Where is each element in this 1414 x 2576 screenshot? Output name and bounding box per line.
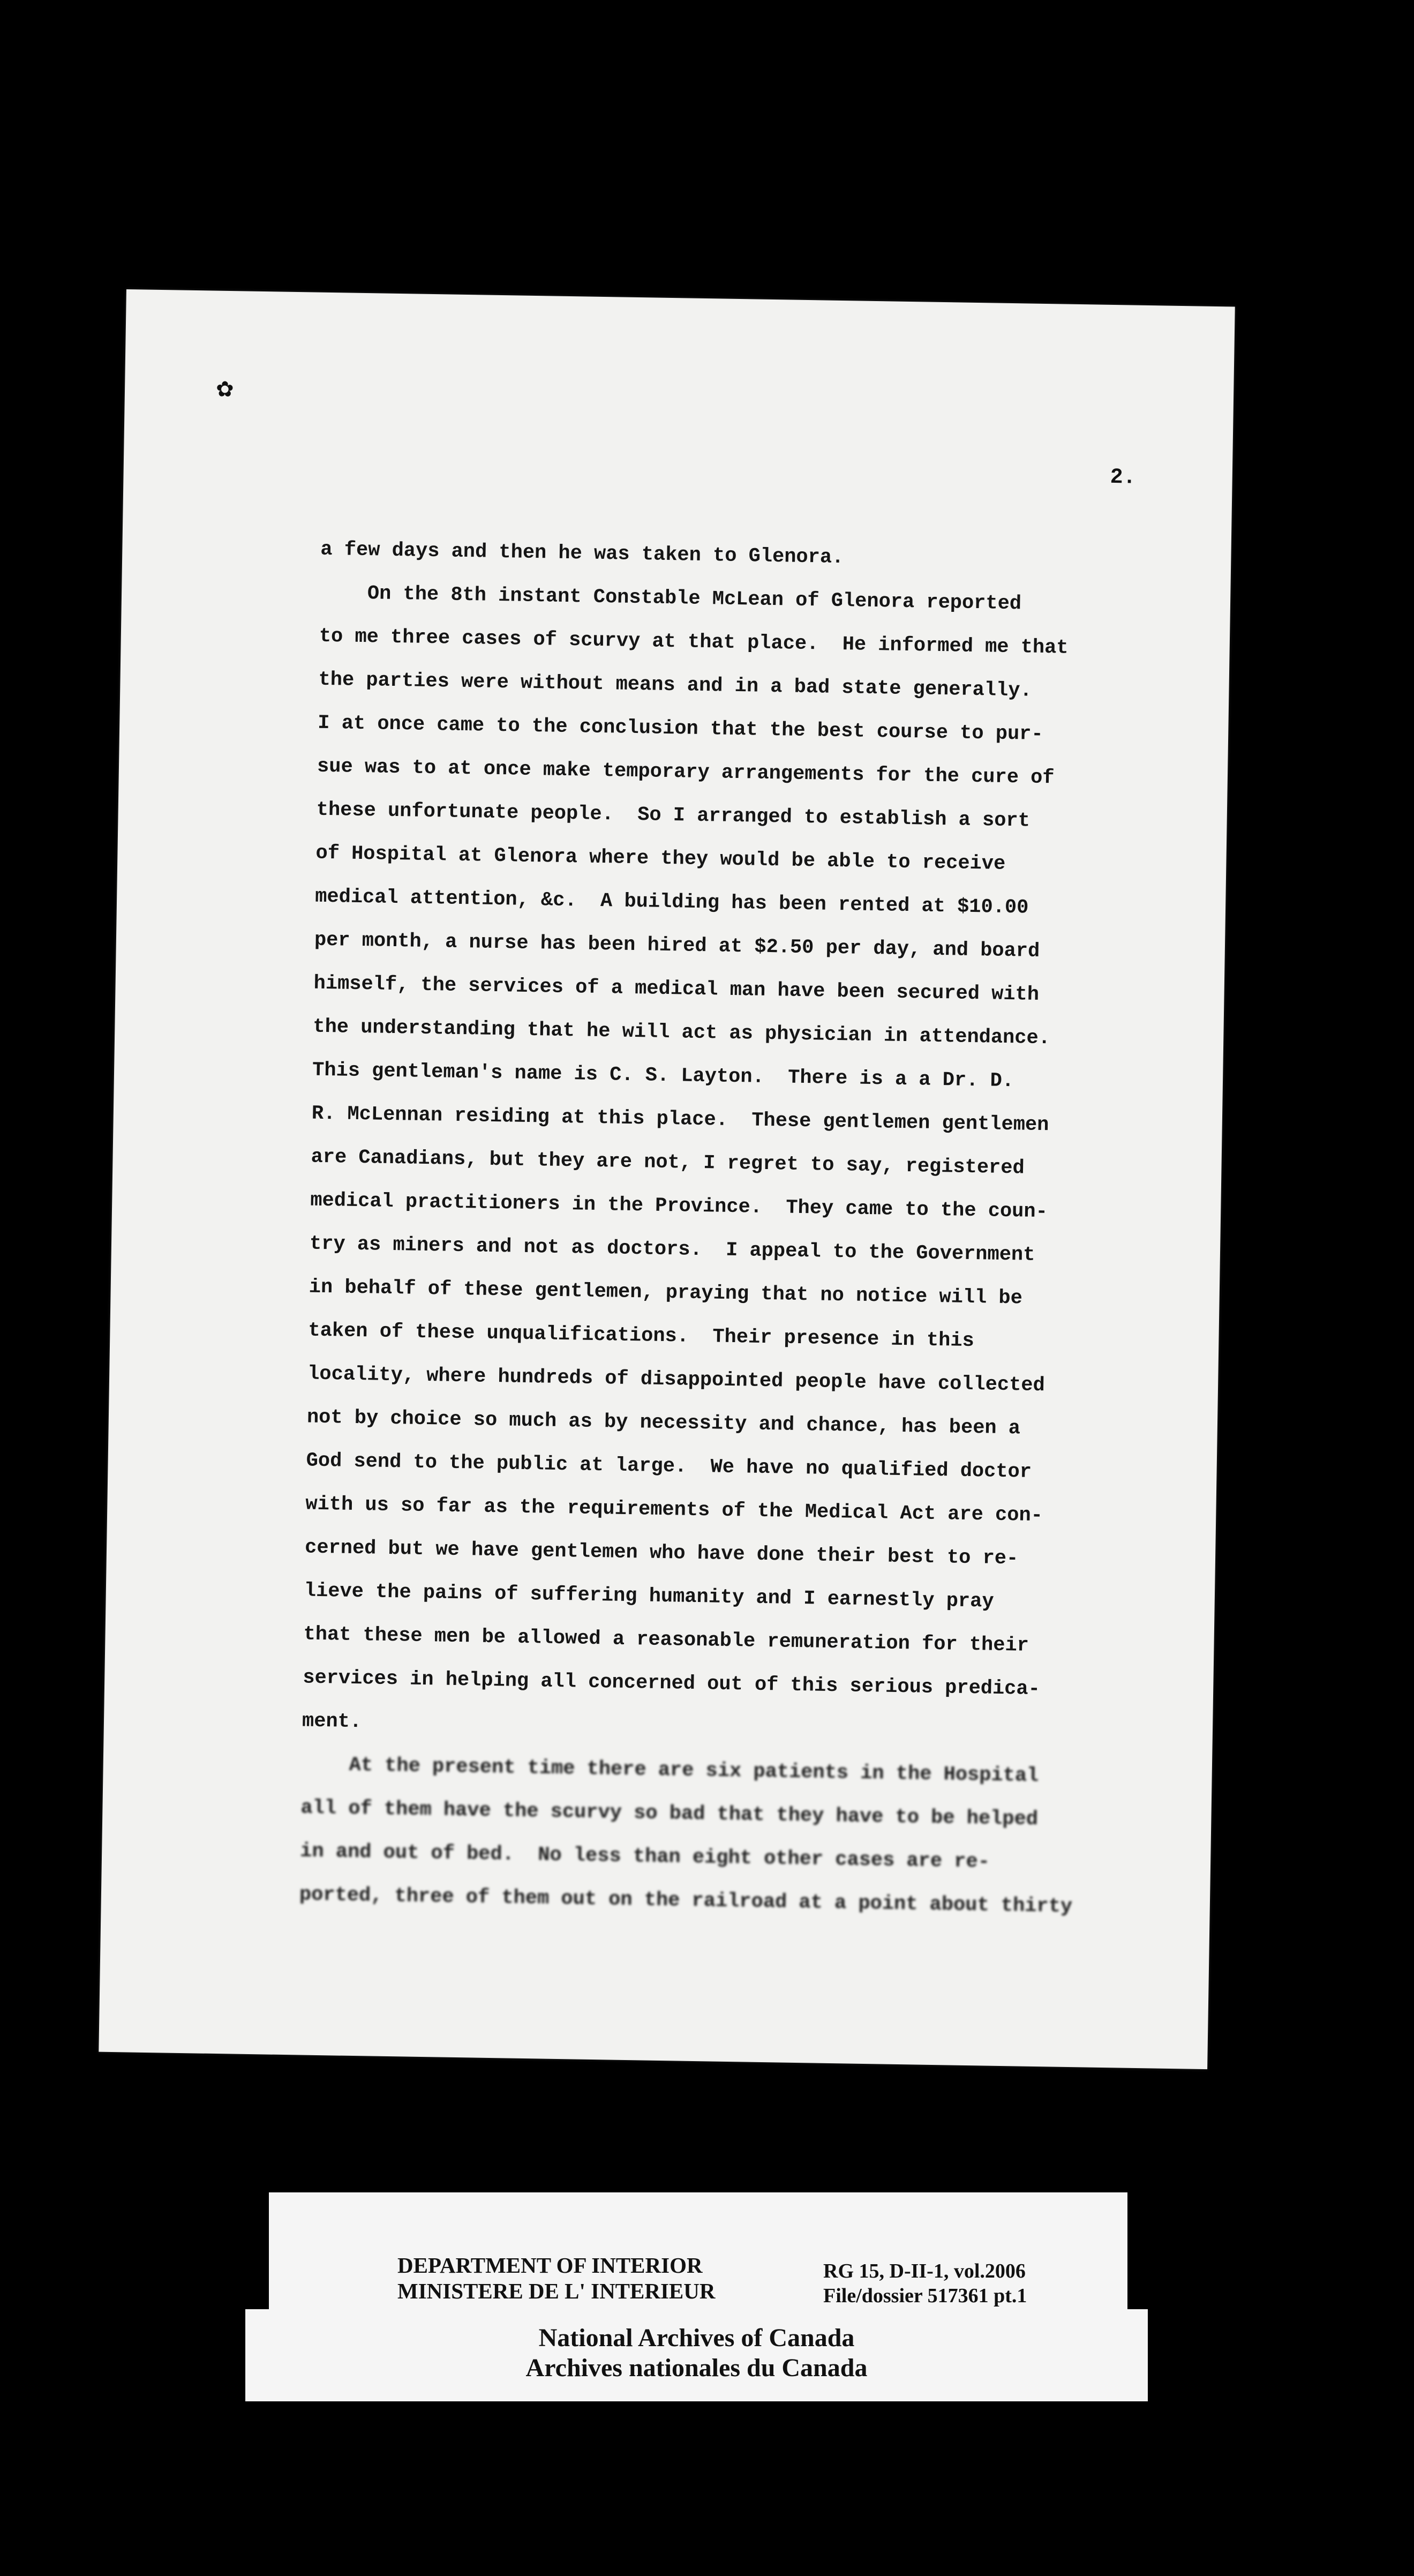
text-line: that these men be allowed a reasonable remuneration for their — [303, 1623, 1029, 1657]
text-line: these unfortunate people. So I arranged to establish a sort — [316, 798, 1031, 833]
archive-reference-label — [269, 2192, 1127, 2321]
text-line: himself, the services of a medical man have been secured with — [313, 972, 1040, 1006]
archives-name-label — [245, 2309, 1148, 2401]
text-line: medical practitioners in the Province. They came to the coun- — [310, 1189, 1048, 1224]
text-line: locality, where hundreds of disappointed people have collected — [307, 1362, 1046, 1397]
text-line: medical attention, &c. A building has been rented at $10.00 — [314, 885, 1029, 919]
text-line: R. McLennan residing at this place. These gentlemen gentlemen — [311, 1102, 1049, 1137]
text-line: cerned but we have gentlemen who have done their best to re- — [304, 1536, 1019, 1570]
text-line: services in helping all concerned out of this serious predica- — [303, 1666, 1041, 1701]
text-line: not by choice so much as by necessity and chance, has been a — [306, 1406, 1021, 1440]
text-line: with us so far as the requirements of the Medical Act are con- — [305, 1493, 1043, 1527]
text-line: This gentleman's name is C. S. Layton. There is a a Dr. D. — [312, 1059, 1014, 1093]
ink-smudge: ✿ — [215, 377, 234, 402]
archives-name — [245, 2323, 1148, 2383]
text-line: a few days and then he was taken to Glenora. — [320, 538, 844, 570]
file-reference — [823, 2259, 1027, 2308]
text-line: I at once came to the conclusion that the best course to pur- — [317, 712, 1043, 746]
department-en: DEPARTMENT OF INTERIOR — [397, 2253, 703, 2278]
archives-name-en: National Archives of Canada — [538, 2324, 855, 2352]
department-name — [397, 2252, 716, 2304]
typed-letter-body — [299, 528, 1156, 1930]
text-line: ment. — [302, 1710, 362, 1734]
text-line: taken of these unqualifications. Their presence in this — [308, 1319, 975, 1353]
record-group: RG 15, D-II-1, vol.2006 — [823, 2260, 1026, 2282]
text-line: are Canadians, but they are not, I regret to say, registered — [311, 1145, 1025, 1180]
document-page — [99, 289, 1235, 2069]
text-line: per month, a nurse has been hired at $2.50 per day, and board — [314, 928, 1040, 963]
text-line: lieve the pains of suffering humanity and I earnestly pray — [304, 1579, 994, 1613]
text-line: of Hospital at Glenora where they would be able to receive — [315, 842, 1006, 875]
text-line: God send to the public at large. We have no qualified doctor — [306, 1449, 1032, 1484]
department-fr: MINISTERE DE L' INTERIEUR — [397, 2279, 716, 2303]
text-line: the understanding that he will act as physician in attendance. — [313, 1015, 1051, 1050]
text-line: to me three cases of scurvy at that place. He informed me that — [319, 625, 1069, 660]
text-line: the parties were without means and in a bad state generally. — [318, 668, 1032, 702]
page-number: 2. — [1110, 465, 1137, 490]
text-line: ported, three of them out on the railroad at a point about thirty — [299, 1883, 1073, 1919]
file-number: File/dossier 517361 pt.1 — [823, 2285, 1027, 2307]
text-line: all of them have the scurvy so bad that they have to be helped — [300, 1796, 1039, 1831]
text-line: On the 8th instant Constable McLean of Glenora reported — [319, 581, 1022, 616]
text-line: At the present time there are six patients in the Hospital — [301, 1753, 1039, 1788]
text-line: try as miners and not as doctors. I appeal to the Government — [309, 1232, 1035, 1267]
text-line: sue was to at once make temporary arrangements for the cure of — [317, 755, 1055, 790]
text-line: in and out of bed. No less than eight other cases are re- — [299, 1840, 990, 1874]
archives-name-fr: Archives nationales du Canada — [525, 2354, 868, 2382]
text-line: in behalf of these gentlemen, praying that no notice will be — [309, 1276, 1023, 1310]
